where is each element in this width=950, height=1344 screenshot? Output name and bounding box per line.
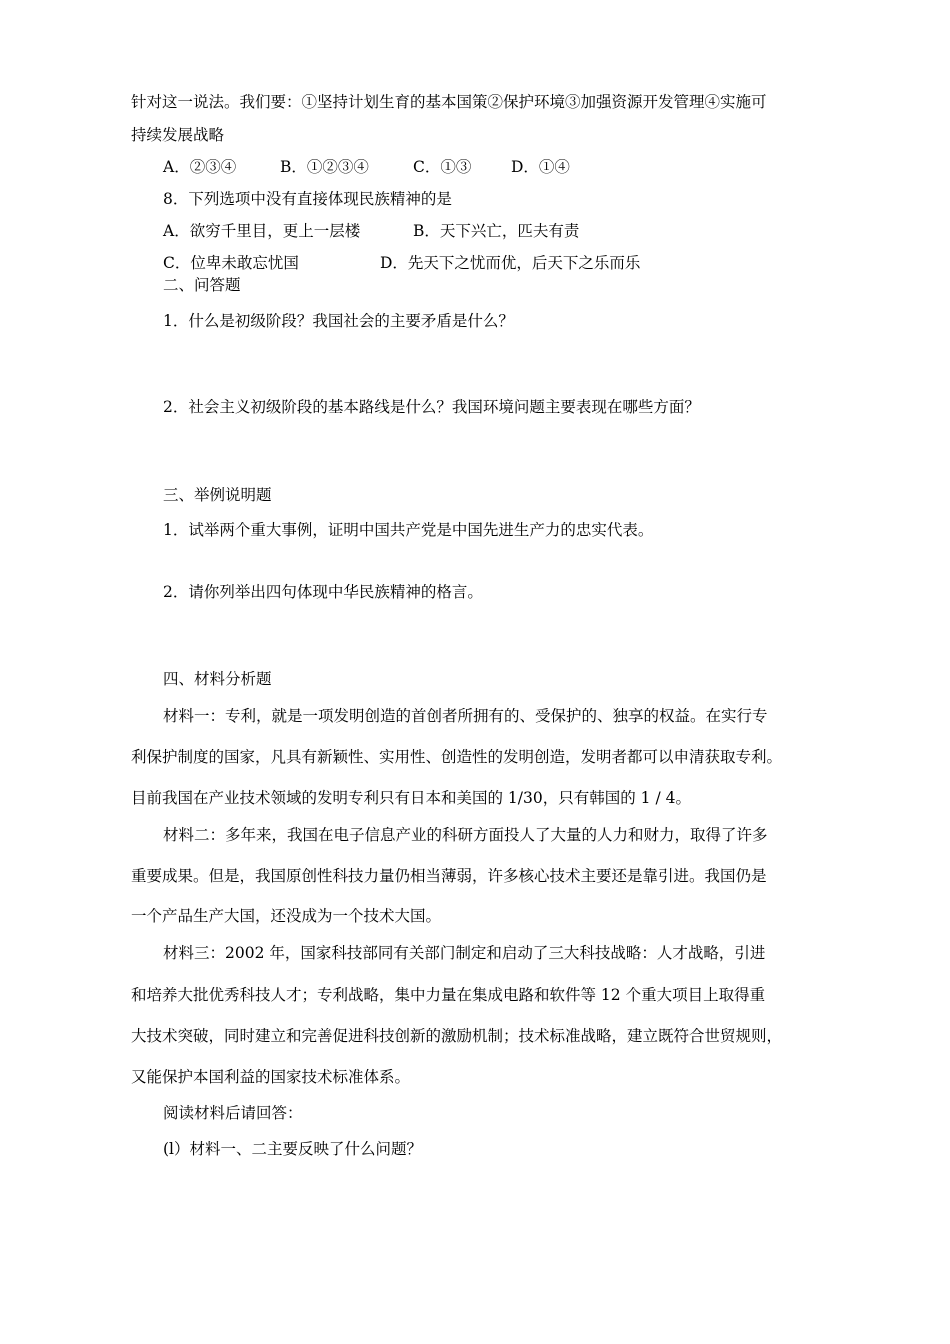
q7-text-line-2: 持续发展战略: [131, 126, 225, 144]
material-1-line-3: 目前我国在产业技术领域的发明专利只有日本和美国的 1/30，只有韩国的 1 / 4。: [131, 789, 691, 807]
q7-option-d: D．①④: [511, 158, 570, 176]
q7-option-b: B．①②③④: [280, 158, 369, 176]
read-prompt: 阅读材料后请回答：: [163, 1104, 303, 1122]
q8-stem: 8．下列选项中没有直接体现民族精神的是: [163, 190, 452, 208]
section3-question-1: 1．试举两个重大事例，证明中国共产党是中国先进生产力的忠实代表。: [163, 521, 654, 539]
q8-option-b: B．天下兴亡，匹夫有责: [413, 222, 580, 240]
section3-heading: 三、举例说明题: [163, 486, 272, 504]
material-1-line-1: 材料一：专利，就是一项发明创造的首创者所拥有的、受保护的、独享的权益。在实行专: [163, 707, 768, 725]
section4-question-1: (l）材料一、二主要反映了什么问题？: [163, 1140, 423, 1158]
q7-option-c: C．①③: [413, 158, 472, 176]
material-2-line-1: 材料二：多年来，我国在电子信息产业的科研方面投人了大量的人力和财力，取得了许多: [163, 826, 768, 844]
material-3-line-1: 材料三：2002 年，国家科技部同有关部门制定和启动了三大科技战略：人才战略，引进: [163, 944, 766, 962]
q7-option-a: A．②③④: [163, 158, 237, 176]
section3-question-2: 2．请你列举出四句体现中华民族精神的格言。: [163, 583, 483, 601]
q8-option-c: C．位卑未敢忘忧国: [163, 254, 299, 272]
material-3-line-2: 和培养大批优秀科技人才；专利战略，集中力量在集成电路和软件等 12 个重大项目上取得重: [131, 986, 766, 1004]
material-3-line-3: 大技术突破，同时建立和完善促进科技创新的激励机制；技术标准战略，建立既符合世贸规则，: [131, 1027, 783, 1045]
section2-question-2: 2．社会主义初级阶段的基本路线是什么？我国环境问题主要表现在哪些方面？: [163, 398, 700, 416]
material-3-line-4: 又能保护本国利益的国家技术标准体系。: [131, 1068, 411, 1086]
section2-heading: 二、问答题: [163, 276, 241, 294]
material-2-line-2: 重要成果。但是，我国原创性科技力量仍相当薄弱，许多核心技术主要还是靠引进。我国仍是: [131, 867, 767, 885]
q8-option-d: D．先天下之忧而优，后天下之乐而乐: [380, 254, 641, 272]
material-1-line-2: 利保护制度的国家，凡具有新颖性、实用性、创造性的发明创造，发明者都可以申清获取专利。: [131, 748, 783, 766]
section2-question-1: 1．什么是初级阶段？我国社会的主要矛盾是什么？: [163, 312, 514, 330]
q8-option-a: A．欲穷千里目，更上一层楼: [163, 222, 361, 240]
q7-text-line-1: 针对这一说法。我们要：①坚持计划生育的基本国策②保护环境③加强资源开发管理④实施可: [131, 93, 767, 111]
section4-heading: 四、材料分析题: [163, 670, 272, 688]
material-2-line-3: 一个产品生产大国，还没成为一个技术大国。: [131, 907, 442, 925]
